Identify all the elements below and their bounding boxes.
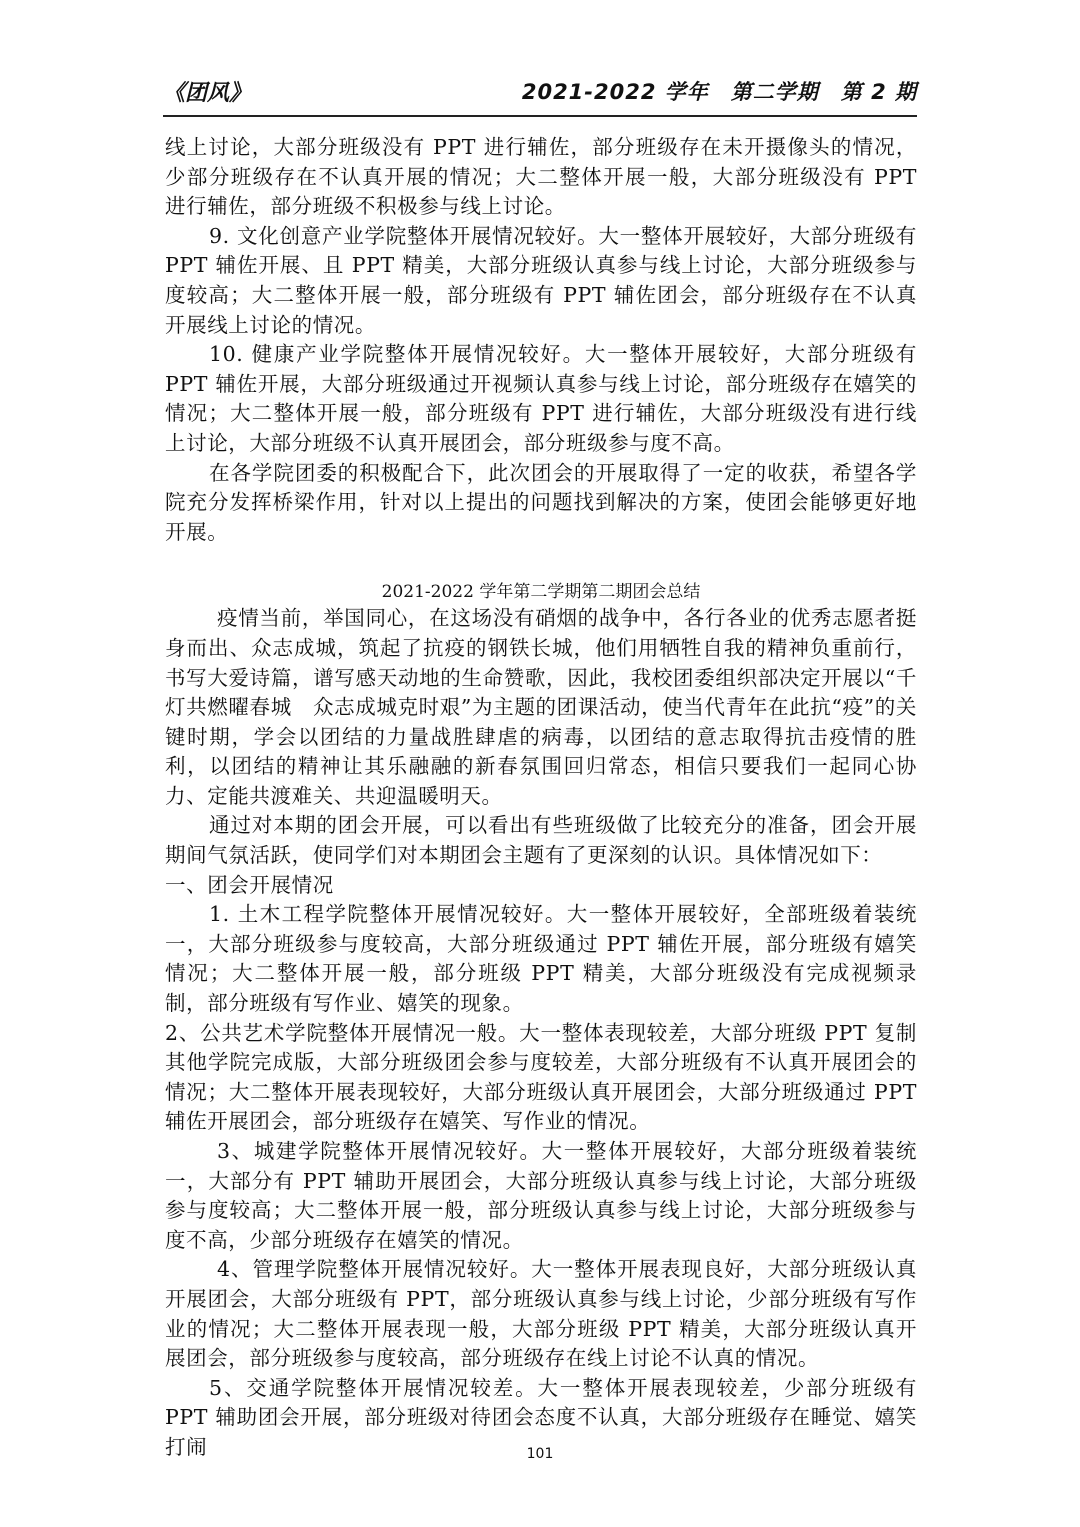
paragraph-item-10: 10. 健康产业学院整体开展情况较好。大一整体开展较好，大部分班级有 PPT 辅佐开展，大部分班级通过开视频认真参与线上讨论，部分班级存在嬉笑的情况；大二整体开展一般，部分班级有 PPT 进行辅佐，大部分班级没有进行线上讨论，大部分班级不认真开展团会，部分班级参与度不高。 xyxy=(165,342,917,455)
paragraph-intro: 疫情当前，举国同心，在这场没有硝烟的战争中，各行各业的优秀志愿者挺身而出、众志成城，筑起了抗疫的钢铁长城，他们用牺牲自我的精神负重前行，书写大爱诗篇，谱写感天动地的生命赞歌，因此，我校团委组织部决定开展以“千灯共燃曜春城 众志成城克时艰”为主题的团课活动，使当代青年在此抗“疫”的关键时期，学会以团结的力量战胜肆虐的病毒，以团结的意志取得抗击疫情的胜利，以团结的精神让其乐融融的新春氛围回归常态，相信只要我们一起同心协力、定能共渡难关、共迎温暖明天。 xyxy=(165,606,917,808)
subheading-status: 一、团会开展情况 xyxy=(165,872,334,897)
paragraph-conclusion: 在各学院团委的积极配合下，此次团会的开展取得了一定的收获，希望各学院充分发挥桥梁作用，针对以上提出的问题找到解决的方案，使团会能够更好地开展。 xyxy=(165,460,917,544)
issue-label: 2021-2022 学年 第二学期 第 2 期 xyxy=(521,80,917,104)
paragraph-item-2: 2、公共艺术学院整体开展情况一般。大一整体表现较差，大部分班级 PPT 复制其他学院完成版，大部分班级团会参与度较差，大部分班级有不认真开展团会的情况；大二整体开展表现较好，大部分班级认真开展团会，大部分班级通过 PPT 辅佐开展团会，部分班级存在嬉笑、写作业的情况。 xyxy=(165,1020,917,1134)
paragraph-item-9: 9. 文化创意产业学院整体开展情况较好。大一整体开展较好，大部分班级有 PPT 辅佐开展、且 PPT 精美，大部分班级认真参与线上讨论，大部分班级参与度较高；大二整体开展一般，部分班级有 PPT 辅佐团会，部分班级存在不认真开展线上讨论的情况。 xyxy=(165,223,917,337)
section-gap xyxy=(165,547,917,578)
paragraph-continued: 线上讨论，大部分班级没有 PPT 进行辅佐，部分班级存在未开摄像头的情况，少部分班级存在不认真开展的情况；大二整体开展一般，大部分班级没有 PPT 进行辅佐，部分班级不积极参与线上讨论。 xyxy=(165,135,917,219)
running-header xyxy=(163,76,917,110)
page-number: 101 xyxy=(526,1446,554,1462)
paragraph-item-1: 1. 土木工程学院整体开展情况较好。大一整体开展较好，全部班级着装统一，大部分班级参与度较高，大部分班级通过 PPT 辅佐开展，部分班级有嬉笑情况；大二整体开展一般，部分班级 PPT 精美，大部分班级没有完成视频录制，部分班级有写作业、嬉笑的现象。 xyxy=(165,902,917,1016)
section-title: 2021-2022 学年第二学期第二期团会总结 xyxy=(381,582,701,603)
page-body xyxy=(165,133,917,1463)
journal-name: 《团风》 xyxy=(163,81,252,106)
paragraph-item-4: 4、管理学院整体开展情况较好。大一整体开展表现良好，大部分班级认真开展团会，大部分班级有 PPT，部分班级认真参与线上讨论，少部分班级有写作业的情况；大二整体开展表现一般，大部分班级 PPT 精美，大部分班级认真开展团会，部分班级参与度较高，部分班级存在线上讨论不认真的情况。 xyxy=(165,1257,917,1371)
paragraph-item-5: 5、交通学院整体开展情况较差。大一整体开展表现较差，少部分班级有 PPT 辅助团会开展，部分班级对待团会态度不认真，大部分班级存在睡觉、嬉笑打闹 xyxy=(165,1375,917,1459)
header-divider xyxy=(163,115,917,117)
paragraph-item-3: 3、城建学院整体开展情况较好。大一整体开展较好，大部分班级着装统一，大部分有 PPT 辅助开展团会，大部分班级认真参与线上讨论，大部分班级参与度较高；大二整体开展一般，部分班级认真参与线上讨论，大部分班级参与度不高，少部分班级存在嬉笑的情况。 xyxy=(165,1139,917,1252)
paragraph-overview: 通过对本期的团会开展，可以看出有些班级做了比较充分的准备，团会开展期间气氛活跃，使同学们对本期团会主题有了更深刻的认识。具体情况如下： xyxy=(165,813,917,868)
